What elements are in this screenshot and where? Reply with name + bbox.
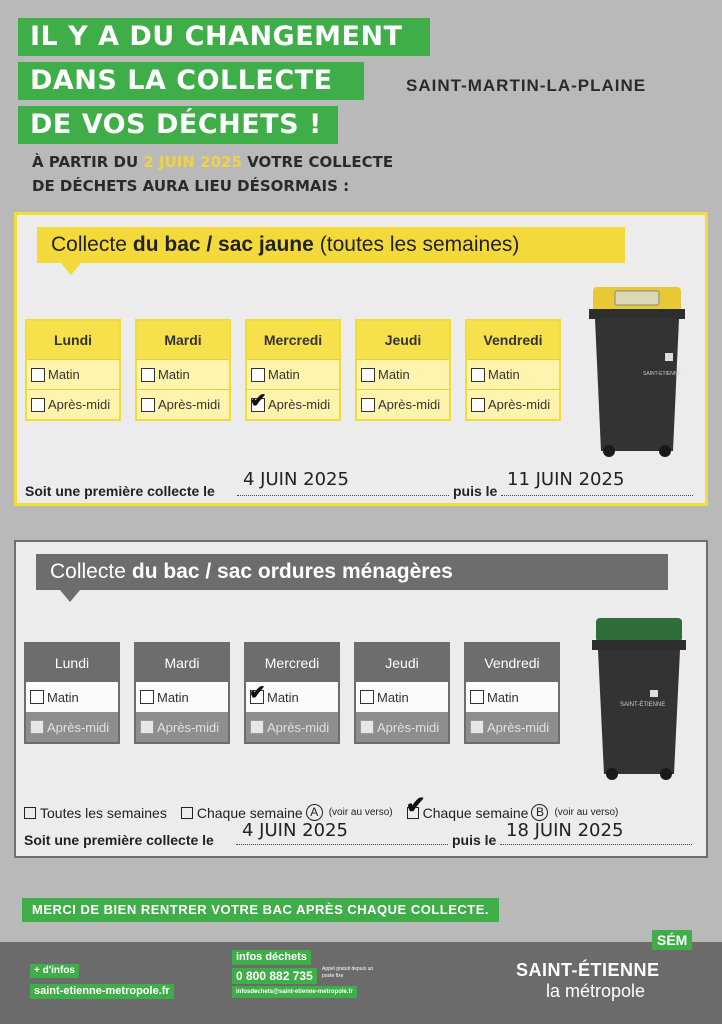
checkbox[interactable] <box>141 398 155 412</box>
grey-vendredi-matin[interactable]: Matin <box>466 682 558 712</box>
headline-line-1: IL Y A DU CHANGEMENT <box>18 18 430 56</box>
frequency-options <box>24 791 632 821</box>
grey-then-date: 18 JUIN 2025 <box>506 820 624 841</box>
yellow-vendredi-matin[interactable]: Matin <box>467 359 559 389</box>
sem-logo: SÉM <box>652 930 692 950</box>
grey-mercredi-apres-midi[interactable]: Après-midi <box>246 712 338 742</box>
grey-then-label: puis le <box>452 832 497 848</box>
metropole-logo: SAINT-ÉTIENNE la métropole <box>516 960 660 1001</box>
grey-vendredi-apres-midi[interactable]: Après-midi <box>466 712 558 742</box>
yellow-day-mardi: Mardi Matin Après-midi <box>135 319 231 421</box>
yellow-mardi-matin[interactable]: Matin <box>137 359 229 389</box>
yellow-day-lundi: Lundi Matin Après-midi <box>25 319 121 421</box>
checkbox[interactable] <box>361 398 375 412</box>
grey-jeudi-matin[interactable]: Matin <box>356 682 448 712</box>
phone-note: Appel gratuit depuis un poste fixe <box>322 966 374 979</box>
grey-jeudi-apres-midi[interactable]: Après-midi <box>356 712 448 742</box>
checkmark-icon: ✔ <box>405 791 426 819</box>
phone-number[interactable]: 0 800 882 735 <box>232 968 317 984</box>
yellow-jeudi-matin[interactable]: Matin <box>357 359 449 389</box>
yellow-vendredi-apres-midi[interactable]: Après-midi <box>467 389 559 419</box>
checkbox[interactable] <box>470 720 484 734</box>
headline <box>18 18 430 150</box>
infos-dechets-label: infos déchets <box>232 950 311 965</box>
bin-brand-text: SAINT-ÉTIENNE <box>620 702 666 708</box>
yellow-mardi-apres-midi[interactable]: Après-midi <box>137 389 229 419</box>
checkbox[interactable] <box>251 368 265 382</box>
checkbox[interactable] <box>250 720 264 734</box>
checkbox[interactable] <box>31 368 45 382</box>
grey-mercredi-matin[interactable]: ✔ Matin <box>246 682 338 712</box>
yellow-day-vendredi: Vendredi Matin Après-midi <box>465 319 561 421</box>
checkbox[interactable] <box>470 690 484 704</box>
headline-line-2: DANS LA COLLECTE <box>18 62 364 100</box>
grey-day-mercredi: Mercredi ✔ Matin Après-midi <box>244 642 340 744</box>
checkbox[interactable] <box>30 720 44 734</box>
yellow-day-jeudi: Jeudi Matin Après-midi <box>355 319 451 421</box>
checkbox-checked[interactable] <box>249 682 266 704</box>
freq-every-week[interactable]: Toutes les semaines <box>24 805 167 821</box>
checkbox[interactable] <box>471 368 485 382</box>
yellow-first-collection-label: Soit une première collecte le <box>25 483 215 499</box>
commune-name: SAINT-MARTIN-LA-PLAINE <box>406 76 647 95</box>
yellow-mercredi-apres-midi[interactable]: ✔ Après-midi <box>247 389 339 419</box>
yellow-bin-panel <box>14 212 708 506</box>
grey-day-lundi: Lundi Matin Après-midi <box>24 642 120 744</box>
yellow-bin-icon <box>585 283 689 459</box>
household-bin-icon <box>590 614 688 782</box>
checkmark-icon: ✔ <box>250 389 267 412</box>
yellow-day-mercredi: Mercredi Matin ✔ Après-midi <box>245 319 341 421</box>
grey-lundi-apres-midi[interactable]: Après-midi <box>26 712 118 742</box>
yellow-mercredi-matin[interactable]: Matin <box>247 359 339 389</box>
website-link[interactable]: saint-etienne-metropole.fr <box>30 984 174 999</box>
checkbox[interactable] <box>360 720 374 734</box>
footer <box>0 932 722 1024</box>
checkbox[interactable] <box>30 690 44 704</box>
checkbox-checked[interactable] <box>405 791 426 819</box>
checkmark-icon: ✔ <box>249 682 266 704</box>
checkbox[interactable] <box>140 720 154 734</box>
grey-day-vendredi: Vendredi Matin Après-midi <box>464 642 560 744</box>
headline-line-3: DE VOS DÉCHETS ! <box>18 106 338 144</box>
yellow-first-date: 4 JUIN 2025 <box>243 469 349 490</box>
grey-day-mardi: Mardi Matin Après-midi <box>134 642 230 744</box>
yellow-lundi-apres-midi[interactable]: Après-midi <box>27 389 119 419</box>
yellow-banner: Collecte du bac / sac jaune (toutes les semaines) <box>37 227 625 263</box>
checkbox[interactable] <box>141 368 155 382</box>
grey-banner: Collecte du bac / sac ordures ménagères <box>36 554 668 590</box>
freq-week-a[interactable]: Chaque semaine A (voir au verso) <box>181 804 393 821</box>
checkbox[interactable] <box>140 690 154 704</box>
household-bin-panel <box>14 540 708 858</box>
grey-mardi-apres-midi[interactable]: Après-midi <box>136 712 228 742</box>
grey-first-collection-label: Soit une première collecte le <box>24 832 214 848</box>
freq-week-b[interactable]: ✔ Chaque semaine B (voir au verso) <box>405 791 619 821</box>
start-date: 2 JUIN 2025 <box>143 153 242 171</box>
checkbox[interactable] <box>31 398 45 412</box>
yellow-then-label: puis le <box>453 483 498 499</box>
grey-day-jeudi: Jeudi Matin Après-midi <box>354 642 450 744</box>
checkbox[interactable] <box>471 398 485 412</box>
yellow-lundi-matin[interactable]: Matin <box>27 359 119 389</box>
email-link[interactable]: infosdechets@saint-etienne-metropole.fr <box>232 986 357 998</box>
merci-banner: MERCI DE BIEN RENTRER VOTRE BAC APRÈS CHAQUE COLLECTE. <box>22 898 499 922</box>
bin-brand-text: SAINT-ÉTIENNE <box>643 371 681 377</box>
checkbox[interactable] <box>360 690 374 704</box>
grey-first-date: 4 JUIN 2025 <box>242 820 348 841</box>
intro-text: À PARTIR DU 2 JUIN 2025 VOTRE COLLECTE DE DÉCHETS AURA LIEU DÉSORMAIS : <box>32 153 394 195</box>
yellow-jeudi-apres-midi[interactable]: Après-midi <box>357 389 449 419</box>
checkbox-checked[interactable] <box>250 389 267 412</box>
yellow-then-date: 11 JUIN 2025 <box>507 469 625 490</box>
grey-mardi-matin[interactable]: Matin <box>136 682 228 712</box>
grey-lundi-matin[interactable]: Matin <box>26 682 118 712</box>
checkbox[interactable] <box>181 807 193 819</box>
checkbox[interactable] <box>361 368 375 382</box>
plus-infos-label: + d'infos <box>30 964 79 978</box>
checkbox[interactable] <box>24 807 36 819</box>
